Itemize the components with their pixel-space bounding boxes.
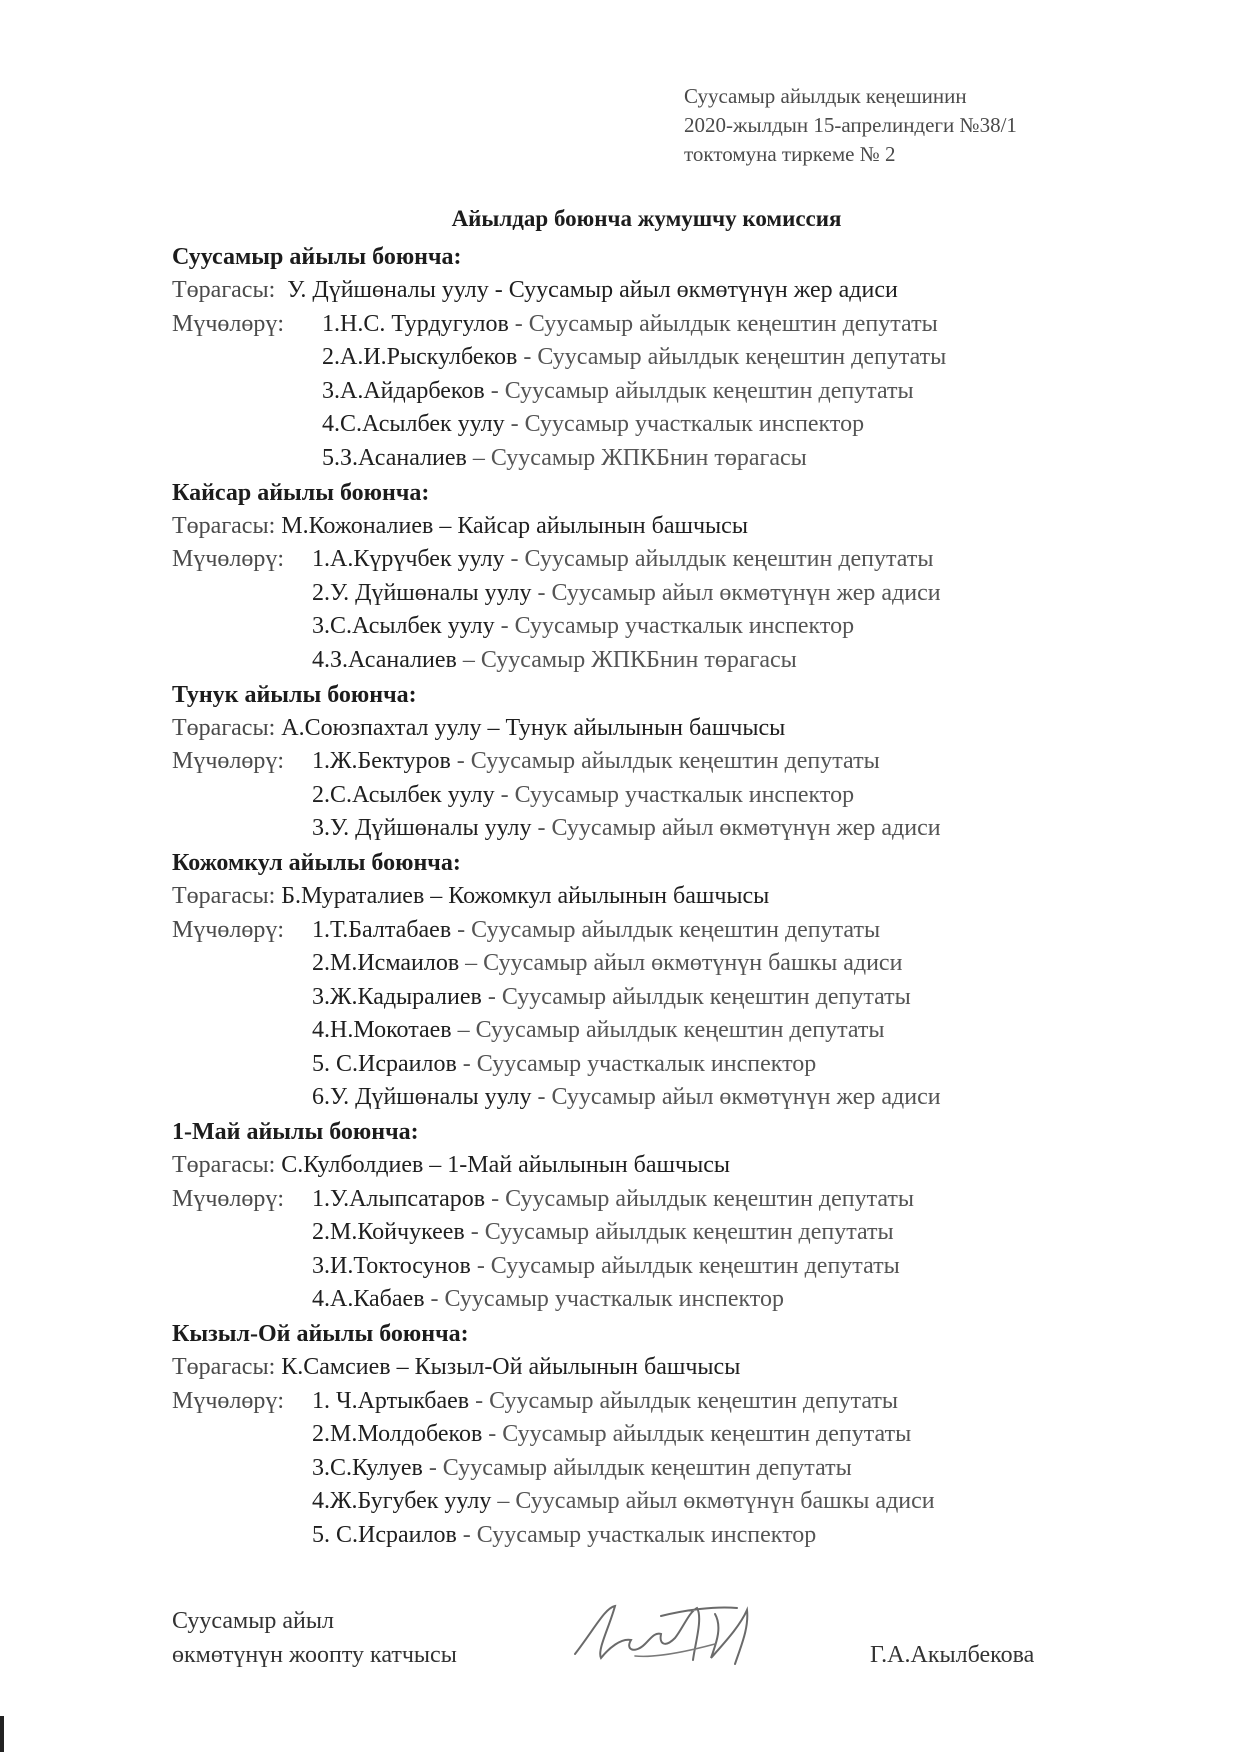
member-description: – Суусамыр айылдык кеңештин депутаты bbox=[451, 1017, 885, 1044]
member-description: - Суусамыр айылдык кеңештин депутаты bbox=[504, 546, 934, 573]
member-description: - Суусамыр айылдык кеңештин депутаты bbox=[485, 1185, 915, 1212]
member-description: - Суусамыр айылдык кеңештин депутаты bbox=[422, 1454, 852, 1481]
appendix-line: Суусамыр айылдык кеңешинин bbox=[684, 84, 967, 108]
member-description: - Суусамыр участкалык инспектор bbox=[504, 411, 865, 438]
chair-row bbox=[172, 712, 1212, 746]
member-name: 3.С.Асылбек уулу bbox=[312, 613, 495, 640]
member-name: 3.А.Айдарбеков bbox=[322, 377, 485, 404]
chair-label: Төрагасы: bbox=[172, 882, 276, 909]
member-name: 2.М.Молдобеков bbox=[312, 1421, 483, 1448]
member-name: 3.И.Токтосунов bbox=[312, 1252, 471, 1279]
member-row bbox=[172, 1519, 1212, 1553]
chair-row bbox=[172, 510, 1212, 544]
member-description: - Суусамыр айыл өкмөтүнүн жер адиси bbox=[531, 815, 941, 842]
member-name: 1.А.Күрүчбек уулу bbox=[312, 546, 505, 573]
member-name: 1.У.Алыпсатаров bbox=[312, 1185, 486, 1212]
member-row bbox=[172, 812, 1212, 846]
member-description: - Суусамыр айылдык кеңештин депутаты bbox=[469, 1387, 899, 1414]
member-row bbox=[172, 1014, 1212, 1048]
member-description: - Суусамыр айылдык кеңештин депутаты bbox=[517, 344, 947, 371]
chair-label: Төрагасы: bbox=[172, 277, 276, 303]
section-heading: 1-Май айылы боюнча: bbox=[172, 1119, 419, 1146]
member-row bbox=[172, 1216, 1212, 1250]
signature-position-line-1: Суусамыр айыл bbox=[172, 1608, 334, 1634]
member-description: - Суусамыр айылдык кеңештин депутаты bbox=[464, 1219, 894, 1246]
commission-list bbox=[172, 240, 1212, 1553]
section-heading: Кожомкул айылы боюнча: bbox=[172, 849, 461, 876]
member-name: 2.У. Дүйшөналы уулу bbox=[312, 579, 532, 606]
chair-label: Төрагасы: bbox=[172, 1354, 276, 1381]
member-name: 2.А.И.Рыскулбеков bbox=[322, 344, 518, 371]
member-description: - Суусамыр айыл өкмөтүнүн жер адиси bbox=[531, 1084, 941, 1111]
member-row bbox=[172, 308, 1212, 342]
signature-position bbox=[172, 1604, 457, 1672]
member-name: 3.С.Кулуев bbox=[312, 1454, 423, 1481]
member-row bbox=[172, 577, 1212, 611]
member-name: 2.С.Асылбек уулу bbox=[312, 781, 495, 808]
member-name: 1. Ч.Артыкбаев bbox=[312, 1387, 470, 1414]
chair-row bbox=[172, 1149, 1212, 1183]
member-description: - Суусамыр участкалык инспектор bbox=[494, 613, 855, 640]
section-heading: Суусамыр айылы боюнча: bbox=[172, 244, 462, 270]
member-name: 2.М.Койчукеев bbox=[312, 1219, 465, 1246]
chair-text: У. Дүйшөналы уулу - Суусамыр айыл өкмөтүнүн жер адиси bbox=[275, 277, 898, 303]
member-row bbox=[172, 1418, 1212, 1452]
member-name: 1.Н.С. Турдугулов bbox=[322, 310, 509, 337]
chair-label: Төрагасы: bbox=[172, 714, 276, 741]
member-name: 5.З.Асаналиев bbox=[322, 444, 467, 471]
member-row bbox=[172, 981, 1212, 1015]
member-row bbox=[172, 442, 1212, 476]
members-label: Мүчөлөрү: bbox=[172, 748, 285, 775]
section-heading: Кызыл-Ой айылы боюнча: bbox=[172, 1321, 469, 1348]
member-description: - Суусамыр айылдык кеңештин депутаты bbox=[450, 748, 880, 775]
scan-edge-mark bbox=[0, 1716, 4, 1752]
appendix-note bbox=[684, 82, 1017, 169]
member-row bbox=[172, 1250, 1212, 1284]
member-row bbox=[172, 644, 1212, 678]
signature-position-line-2: өкмөтүнүн жоопту катчысы bbox=[172, 1642, 457, 1668]
member-row bbox=[172, 1385, 1212, 1419]
member-description: – Суусамыр айыл өкмөтүнүн башкы адиси bbox=[491, 1488, 935, 1515]
member-name: 4.А.Кабаев bbox=[312, 1286, 425, 1313]
members-label: Мүчөлөрү: bbox=[172, 310, 285, 337]
member-row bbox=[172, 1048, 1212, 1082]
member-description: – Суусамыр айыл өкмөтүнүн башкы адиси bbox=[459, 950, 903, 977]
member-description: - Суусамыр участкалык инспектор bbox=[456, 1050, 817, 1077]
member-name: 6.У. Дүйшөналы уулу bbox=[312, 1084, 532, 1111]
member-description: - Суусамыр участкалык инспектор bbox=[456, 1522, 817, 1548]
member-row bbox=[172, 914, 1212, 948]
member-row bbox=[172, 745, 1212, 779]
member-name: 1.Ж.Бектуров bbox=[312, 748, 451, 775]
member-row bbox=[172, 1081, 1212, 1115]
member-description: – Суусамыр ЖПКБнин төрагасы bbox=[466, 444, 807, 471]
member-description: - Суусамыр участкалык инспектор bbox=[424, 1286, 784, 1313]
member-row bbox=[172, 1452, 1212, 1486]
member-row bbox=[172, 779, 1212, 813]
member-name: 4.С.Асылбек уулу bbox=[322, 411, 505, 438]
member-description: - Суусамыр айылдык кеңештин депутаты bbox=[482, 1421, 912, 1448]
chair-label: Төрагасы: bbox=[172, 512, 276, 539]
signatory-name: Г.А.Акылбекова bbox=[870, 1642, 1035, 1668]
chair-row bbox=[172, 1351, 1212, 1385]
member-row bbox=[172, 543, 1212, 577]
member-name: 5. С.Исраилов bbox=[312, 1050, 457, 1077]
member-name: 2.М.Исмаилов bbox=[312, 950, 460, 977]
members-label: Мүчөлөрү: bbox=[172, 1185, 285, 1212]
chair-text: С.Кулболдиев – 1-Май айылынын башчысы bbox=[275, 1152, 730, 1179]
member-description: - Суусамыр айылдык кеңештин депутаты bbox=[508, 310, 938, 337]
member-name: 3.Ж.Кадыралиев bbox=[312, 983, 482, 1010]
member-row bbox=[172, 610, 1212, 644]
chair-text: Б.Мураталиев – Кожомкул айылынын башчысы bbox=[275, 882, 770, 909]
chair-row bbox=[172, 274, 1212, 308]
chair-text: А.Союзпахтал уулу – Тунук айылынын башчысы bbox=[275, 714, 786, 741]
chair-label: Төрагасы: bbox=[172, 1152, 276, 1179]
member-name: 5. С.Исраилов bbox=[312, 1522, 457, 1548]
section-heading: Кайсар айылы боюнча: bbox=[172, 479, 430, 506]
member-row bbox=[172, 1283, 1212, 1317]
members-label: Мүчөлөрү: bbox=[172, 1387, 285, 1414]
document-title: Айылдар боюнча жумушчу комиссия bbox=[451, 206, 842, 231]
appendix-line: 2020-жылдын 15-апрелиндеги №38/1 bbox=[684, 113, 1017, 137]
member-row bbox=[172, 1485, 1212, 1519]
member-row bbox=[172, 375, 1212, 409]
member-name: 4.Ж.Бугубек уулу bbox=[312, 1488, 492, 1515]
member-row bbox=[172, 1183, 1212, 1217]
member-row bbox=[172, 947, 1212, 981]
member-row bbox=[172, 341, 1212, 375]
member-description: - Суусамыр айылдык кеңештин депутаты bbox=[484, 377, 914, 404]
member-name: 3.У. Дүйшөналы уулу bbox=[312, 815, 532, 842]
member-name: 4.Н.Мокотаев bbox=[312, 1017, 452, 1044]
member-description: - Суусамыр айылдык кеңештин депутаты bbox=[470, 1252, 900, 1279]
members-label: Мүчөлөрү: bbox=[172, 916, 285, 943]
member-row bbox=[172, 408, 1212, 442]
chair-text: К.Самсиев – Кызыл-Ой айылынын башчысы bbox=[275, 1354, 741, 1381]
member-description: - Суусамыр участкалык инспектор bbox=[494, 781, 855, 808]
handwritten-signature bbox=[565, 1588, 785, 1678]
chair-row bbox=[172, 880, 1212, 914]
member-name: 1.Т.Балтабаев bbox=[312, 916, 452, 943]
section-heading: Тунук айылы боюнча: bbox=[172, 681, 417, 708]
member-name: 4.З.Асаналиев bbox=[312, 646, 457, 673]
member-description: - Суусамыр айылдык кеңештин депутаты bbox=[451, 916, 881, 943]
appendix-line: токтомуна тиркеме № 2 bbox=[684, 142, 896, 166]
chair-text: М.Кожоналиев – Кайсар айылынын башчысы bbox=[275, 512, 748, 539]
member-description: - Суусамыр айылдык кеңештин депутаты bbox=[481, 983, 911, 1010]
member-description: - Суусамыр айыл өкмөтүнүн жер адиси bbox=[531, 579, 941, 606]
members-label: Мүчөлөрү: bbox=[172, 546, 285, 573]
member-description: – Суусамыр ЖПКБнин төрагасы bbox=[456, 646, 797, 673]
